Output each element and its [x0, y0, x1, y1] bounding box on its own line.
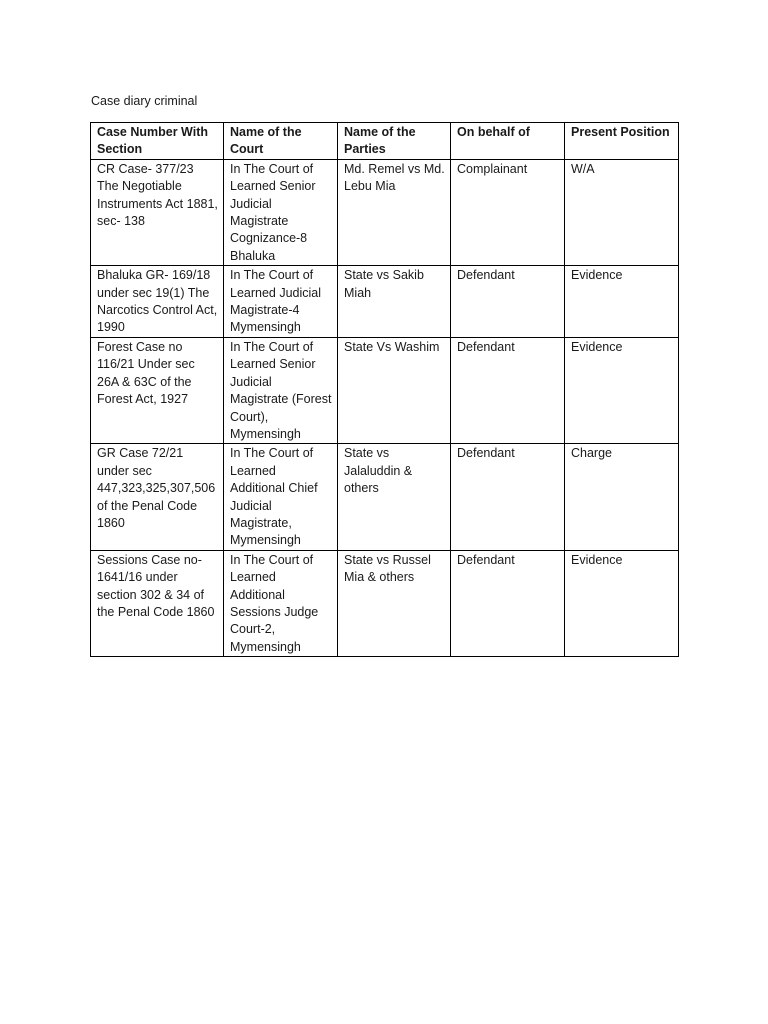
- cell-court-name: In The Court of Learned Judicial Magistrate-4 Mymensingh: [224, 266, 338, 338]
- cell-court-name: In The Court of Learned Senior Judicial Magistrate (Forest Court), Mymensingh: [224, 337, 338, 443]
- header-present-position: Present Position: [565, 123, 679, 160]
- cell-court-name: In The Court of Learned Additional Chief Judicial Magistrate, Mymensingh: [224, 444, 338, 550]
- cell-parties: State Vs Washim: [338, 337, 451, 443]
- cell-case-number: GR Case 72/21 under sec 447,323,325,307,506 of the Penal Code 1860: [91, 444, 224, 550]
- header-on-behalf-of: On behalf of: [451, 123, 565, 160]
- table-row: [91, 266, 679, 338]
- cell-on-behalf-of: Defendant: [451, 550, 565, 656]
- cell-present-position: Evidence: [565, 550, 679, 656]
- cell-parties: Md. Remel vs Md. Lebu Mia: [338, 159, 451, 265]
- cell-case-number: CR Case- 377/23 The Negotiable Instruments Act 1881, sec- 138: [91, 159, 224, 265]
- cell-court-name: In The Court of Learned Senior Judicial Magistrate Cognizance-8 Bhaluka: [224, 159, 338, 265]
- cell-on-behalf-of: Defendant: [451, 337, 565, 443]
- cell-present-position: W/A: [565, 159, 679, 265]
- table-row: [91, 444, 679, 550]
- cell-on-behalf-of: Complainant: [451, 159, 565, 265]
- document-heading: Case diary criminal: [91, 94, 198, 108]
- cell-on-behalf-of: Defendant: [451, 444, 565, 550]
- cell-present-position: Charge: [565, 444, 679, 550]
- header-court-name: Name of the Court: [224, 123, 338, 160]
- cell-on-behalf-of: Defendant: [451, 266, 565, 338]
- cell-parties: State vs Jalaluddin & others: [338, 444, 451, 550]
- table-header-row: [91, 123, 679, 160]
- cell-parties: State vs Sakib Miah: [338, 266, 451, 338]
- header-case-number: Case Number With Section: [91, 123, 224, 160]
- table-row: [91, 159, 679, 265]
- cell-present-position: Evidence: [565, 337, 679, 443]
- header-parties: Name of the Parties: [338, 123, 451, 160]
- table-row: [91, 337, 679, 443]
- cell-case-number: Sessions Case no-1641/16 under section 302 & 34 of the Penal Code 1860: [91, 550, 224, 656]
- cell-court-name: In The Court of Learned Additional Sessions Judge Court-2, Mymensingh: [224, 550, 338, 656]
- cell-present-position: Evidence: [565, 266, 679, 338]
- cell-case-number: Bhaluka GR- 169/18 under sec 19(1) The Narcotics Control Act, 1990: [91, 266, 224, 338]
- cell-case-number: Forest Case no 116/21 Under sec 26A & 63C of the Forest Act, 1927: [91, 337, 224, 443]
- table-row: [91, 550, 679, 656]
- cell-parties: State vs Russel Mia & others: [338, 550, 451, 656]
- case-diary-table: [90, 122, 679, 657]
